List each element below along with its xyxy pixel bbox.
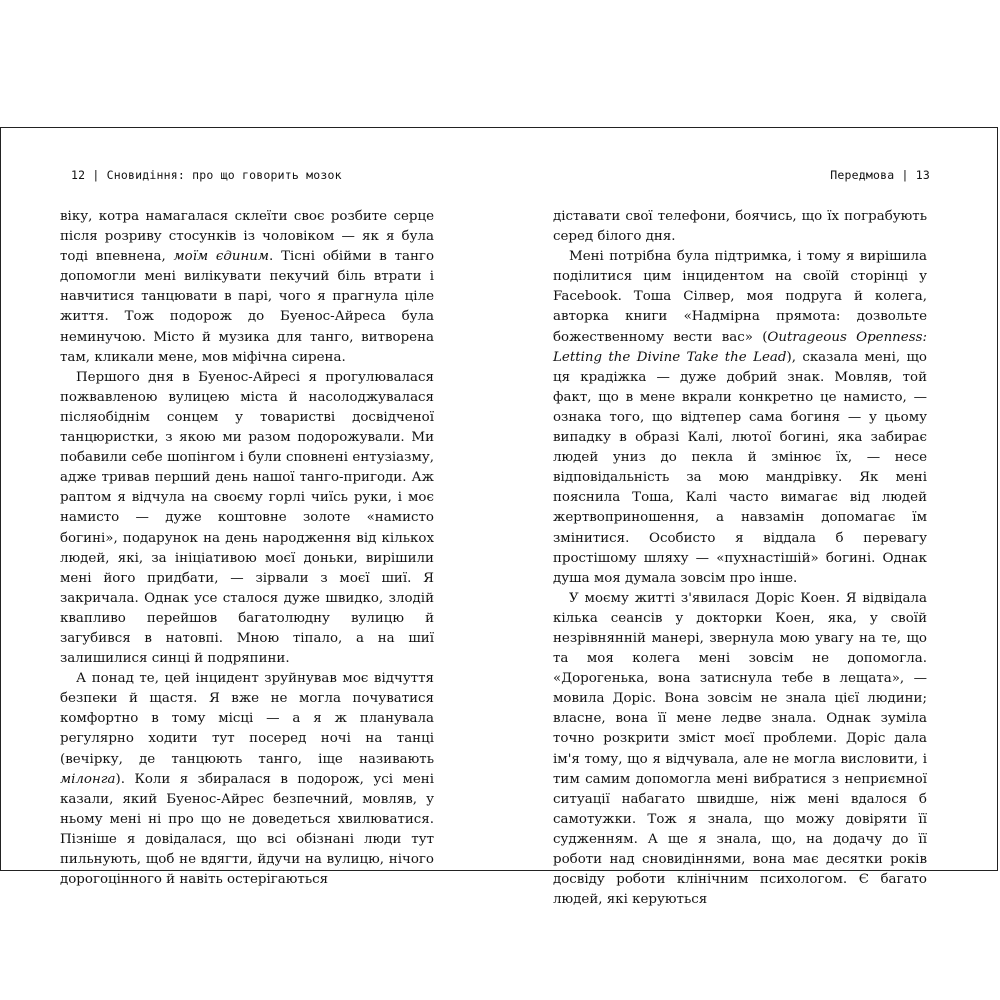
text-run: ). Коли я збиралася в подорож, усі мені казали, який Буенос-Айрес безпечний, мовляв, у ньому мені ні про що не доведеться хвилюватися. Пізніше я довідалася, що всі обізнані люди тут пильнують, щоб не вдягти, йдучи на вулицю, нічого дорогоцінного й навіть остерігаються [60, 771, 434, 888]
text-run: Першого дня в Буенос-Айресі я прогулювалася пожвавленою вулицею міста й насолоджувалася післяобіднім сонцем у товаристві досвідченої танцюристки, з якою ми разом подорожували. Ми побавили себе шопінгом і були сповнені ентузіазму, адже тривав перший день нашої танго-пригоди. Аж раптом я відчула на своєму горлі чиїсь руки, і моє намисто — дуже коштовне золоте «намисто богині», подарунок на день народження від кількох людей, які, за ініціативою моєї доньки, вирішили мені його придбати, — зірвали з моєї шиї. Я закричала. Однак усе сталося дуже швидко, злодій квапливо перейшов багатолюдну вулицю й загубився в натовпі. Мною тіпало, а на шиї залишилися синці й подряпини. [60, 369, 434, 667]
text-run: ), сказала мені, що ця крадіжка — дуже добрий знак. Мовляв, той факт, що в мене вкрали конкретно це намисто, — ознака того, що відтепер сама богиня — у цьому випадку в образі Калі, лютої богині, яка забирає людей униз до пекла й змінює їх, — несе відповідальність за мою мандрівку. Як мені пояснила Тоша, Калі часто вимагає від людей жертвоприношення, а навзамін допомагає їм змінитися. Особисто я віддала б перевагу простішому шляху — «пухнастішій» богині. Однак душа моя думала зовсім про інше. [553, 349, 927, 586]
right-page-body [553, 207, 927, 910]
left-page-body [60, 207, 434, 890]
text-run: . Тісні обійми в танго допомогли мені вилікувати пекучий біль втрати і навчитися танцювати в парі, чого я прагнула ціле життя. Тож подорож до Буенос-Айреса була неминучою. Місто й музика для танго, витворена там, кликали мене, мов міфічна сирена. [60, 249, 435, 365]
text-run-italic: Outrageous Openness: Letting the Divine Take the Lead [553, 329, 927, 365]
running-head-left: 12 | Сновидіння: про що говорить мозок [71, 168, 342, 182]
paragraph [553, 247, 927, 589]
paragraph [60, 207, 434, 368]
text-run: У моєму житті з'явилася Доріс Коен. Я відвідала кілька сеансів у докторки Коен, яка, у своїй незрівнянній манері, звернула мою увагу на те, що та моя колега мені зовсім не допомогла. «Дорогенька, вона затиснула тебе в лещата», — мовила Доріс. Вона зовсім не знала цієї людини; власне, вона її мене ледве знала. Однак зуміла точно розкрити зміст моєї проблеми. Доріс дала ім'я тому, що я відчувала, але не могла висловити, і тим самим допомогла мені вибратися з неприємної ситуації набагато швидше, ніж мені вдалося б самотужки. Тож я знала, що можу довіряти її судженням. А ще я знала, що, на додачу до її роботи над сновидіннями, вона має десятки років досвіду роботи клінічним психологом. Є багато людей, які керуються [553, 590, 927, 908]
text-run-italic: моїм єдиним [173, 249, 270, 265]
paragraph [60, 368, 434, 669]
text-run: А понад те, цей інцидент зруйнував моє відчуття безпеки й щастя. Я вже не могла почуватися комфортно в тому місці — а я ж планувала регулярно ходити тут посеред ночі на танці (вечірку, де танцюють танго, іще називають [60, 671, 434, 767]
paragraph [553, 589, 927, 911]
paragraph [553, 207, 927, 247]
text-run: діставати свої телефони, боячись, що їх пограбують серед білого дня. [553, 209, 927, 245]
paragraph [60, 669, 434, 890]
text-run: віку, котра намагалася склеїти своє розбите серце після розриву стосунків із чоловіком — як я була тоді впевнена, [60, 209, 434, 265]
text-run: Мені потрібна була підтримка, і тому я вирішила поділитися цим інцидентом на своїй сторінці у Facebook. Тоша Сілвер, моя подруга й колега, авторка книги «Надмірна прямота: дозвольте божественному вести вас» ( [553, 249, 927, 345]
running-head-right: Передмова | 13 [830, 168, 930, 182]
text-run-italic: мілонга [60, 771, 116, 787]
